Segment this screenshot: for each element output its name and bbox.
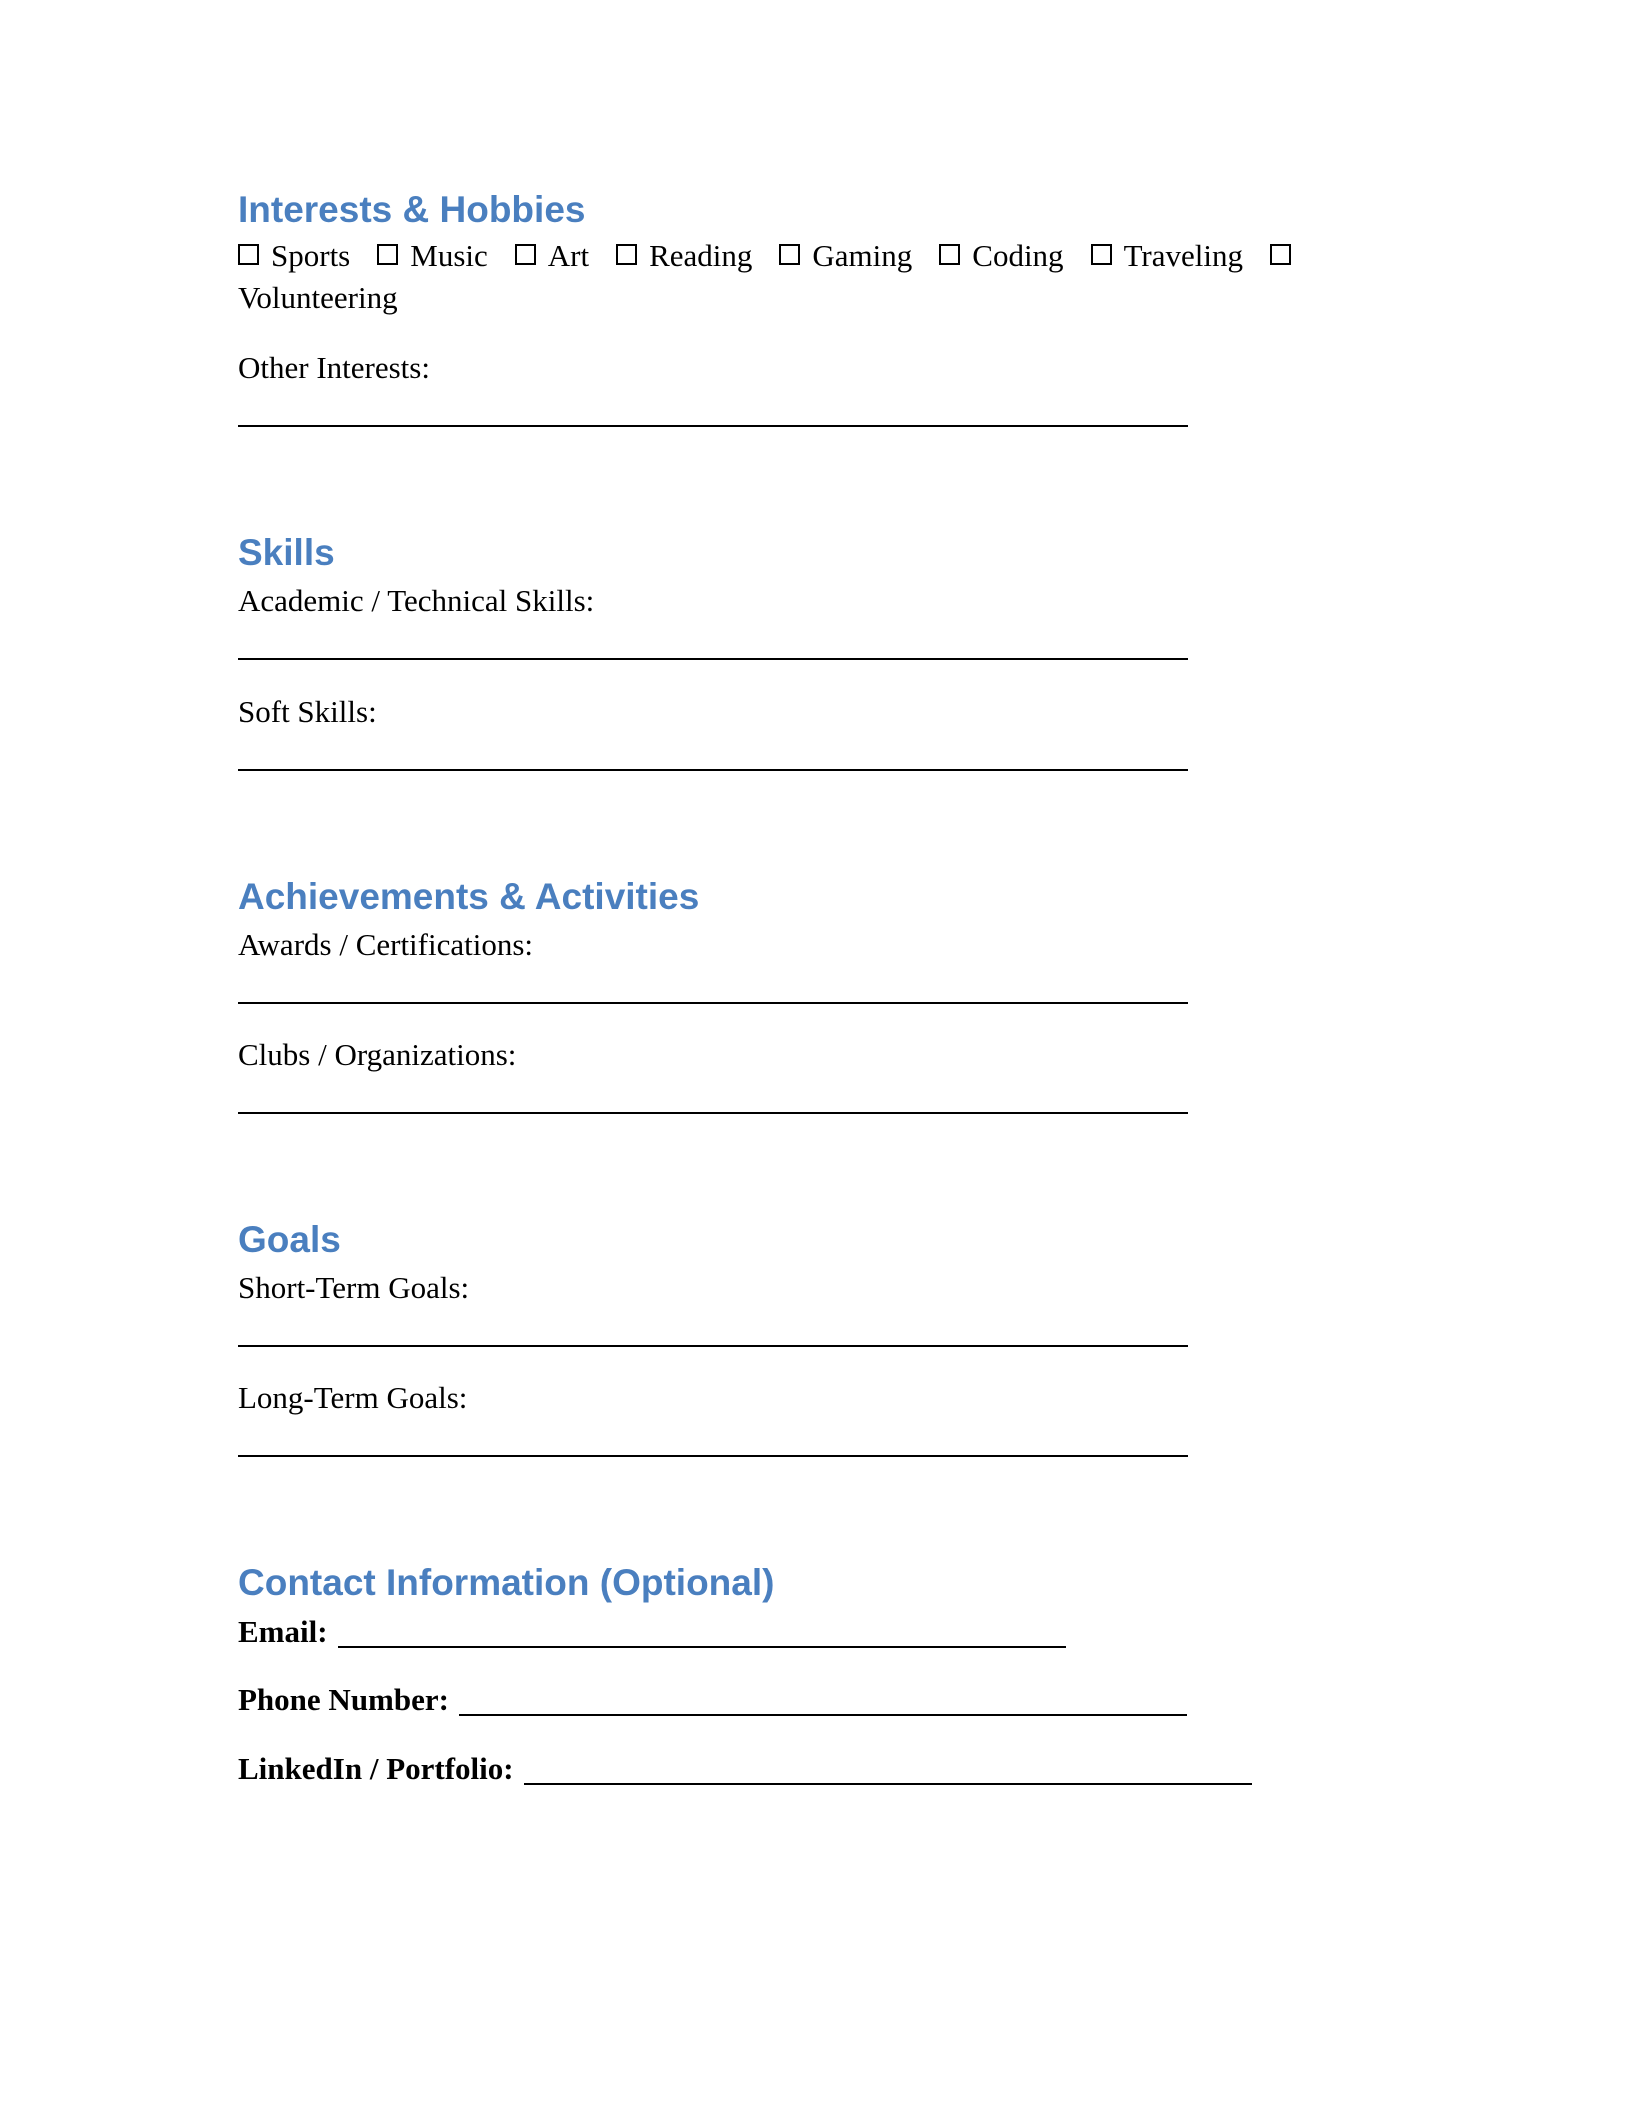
clubs-label: Clubs / Organizations: (238, 1037, 517, 1072)
soft-skills-label: Soft Skills: (238, 694, 377, 729)
checkbox-music[interactable] (377, 236, 488, 276)
checkbox-icon[interactable] (238, 244, 259, 265)
short-term-goals-line[interactable] (238, 1345, 1188, 1347)
section-heading-goals: Goals (238, 1219, 341, 1260)
soft-skills-line[interactable] (238, 769, 1188, 771)
checkbox-label: Art (547, 238, 590, 273)
email-row (238, 1612, 1066, 1652)
checkbox-sports[interactable] (238, 236, 350, 276)
section-heading-interests: Interests & Hobbies (238, 189, 586, 230)
short-term-goals-label: Short-Term Goals: (238, 1270, 470, 1305)
long-term-goals-label: Long-Term Goals: (238, 1380, 468, 1415)
awards-label: Awards / Certifications: (238, 927, 534, 962)
linkedin-row (238, 1749, 1252, 1789)
checkbox-label: Gaming (812, 238, 913, 273)
awards-line[interactable] (238, 1002, 1188, 1004)
checkbox-volunteering-box[interactable] (1270, 244, 1291, 265)
checkbox-icon[interactable] (939, 244, 960, 265)
academic-skills-label: Academic / Technical Skills: (238, 583, 595, 618)
linkedin-portfolio-label: LinkedIn / Portfolio: (238, 1751, 514, 1786)
linkedin-portfolio-line[interactable] (524, 1783, 1252, 1785)
checkbox-label-volunteering: Volunteering (238, 280, 398, 315)
other-interests-line[interactable] (238, 425, 1188, 427)
checkbox-label: Music (410, 238, 488, 273)
section-heading-contact: Contact Information (Optional) (238, 1562, 775, 1603)
checkbox-reading[interactable] (616, 236, 752, 276)
checkbox-art[interactable] (515, 236, 589, 276)
section-heading-skills: Skills (238, 532, 335, 573)
checkbox-icon[interactable] (616, 244, 637, 265)
checkbox-gaming[interactable] (779, 236, 912, 276)
long-term-goals-line[interactable] (238, 1455, 1188, 1457)
checkbox-label: Reading (649, 238, 753, 273)
checkbox-label: Sports (271, 238, 351, 273)
checkbox-label: Traveling (1123, 238, 1243, 273)
clubs-line[interactable] (238, 1112, 1188, 1114)
checkbox-icon[interactable] (779, 244, 800, 265)
checkbox-coding[interactable] (939, 236, 1063, 276)
section-heading-achievements: Achievements & Activities (238, 876, 700, 917)
email-line[interactable] (338, 1646, 1066, 1648)
checkbox-icon[interactable] (515, 244, 536, 265)
academic-skills-line[interactable] (238, 658, 1188, 660)
checkbox-icon[interactable] (377, 244, 398, 265)
phone-row (238, 1680, 1187, 1720)
checkbox-label: Coding (972, 238, 1064, 273)
other-interests-label: Other Interests: (238, 350, 430, 385)
checkbox-traveling[interactable] (1091, 236, 1243, 276)
phone-number-label: Phone Number: (238, 1682, 449, 1717)
checkbox-icon[interactable] (1091, 244, 1112, 265)
interest-checkbox-row (238, 236, 1303, 276)
email-label: Email: (238, 1614, 328, 1649)
phone-number-line[interactable] (459, 1714, 1187, 1716)
